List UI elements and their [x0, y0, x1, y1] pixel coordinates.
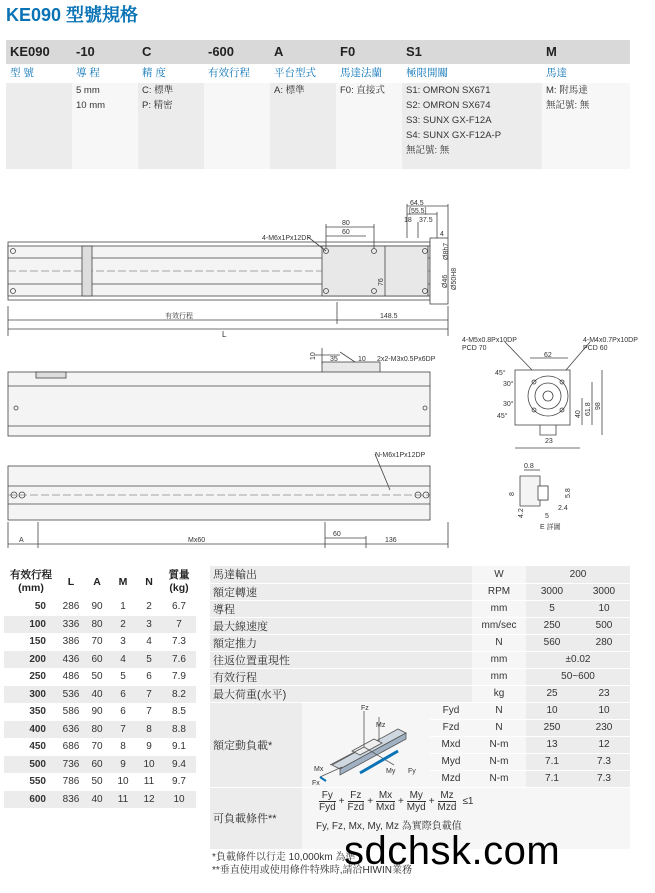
code-headers-7: M: [542, 40, 630, 64]
load-unit: N-m: [472, 736, 526, 753]
table-cell: 6: [120, 706, 126, 718]
code-headers-6: S1: [402, 40, 542, 64]
table-cell: 8: [136, 721, 162, 739]
table-cell: 50: [91, 671, 103, 683]
code-value-line: 無記號: 無: [406, 145, 450, 156]
code-value-line: M: 附馬達: [546, 85, 588, 96]
table-cell: 40: [84, 791, 110, 809]
table-cell: 400: [4, 721, 58, 739]
dim-50h8: Ø50H8: [451, 267, 458, 290]
table-cell: 1: [120, 601, 126, 613]
table-cell: 600: [4, 791, 58, 809]
code-value-line: 10 mm: [76, 100, 106, 111]
code-values-4: [270, 83, 336, 169]
code-names-0: 型 號: [10, 67, 34, 79]
formula-note: Fy, Fz, Mx, My, Mz 為實際負載值: [316, 820, 462, 832]
spec-unit: N: [472, 634, 526, 651]
dim-23: 23: [545, 438, 553, 445]
spec-label: 馬達輸出: [210, 566, 472, 583]
dim-64-5: 64.5: [410, 200, 424, 207]
table-cell: 250: [29, 671, 46, 683]
load-label: 額定動負載*: [210, 702, 302, 787]
code-headers-3: -600: [204, 40, 270, 64]
code-value-line: 無記號: 無: [546, 100, 590, 111]
code-values-7: [542, 83, 630, 169]
formula-plus: +: [338, 795, 345, 807]
spec-value: 10: [578, 600, 630, 617]
table-row: [4, 738, 196, 756]
code-names-6: 極限開關: [406, 67, 448, 79]
table-row: [4, 721, 196, 739]
spec-value: 23: [578, 685, 630, 702]
dim-angle-30: 30°: [503, 381, 514, 388]
table-cell: 686: [62, 741, 80, 753]
spec-value: 3000: [526, 583, 578, 600]
spec-label: 有效行程: [210, 668, 472, 685]
table-cell: 436: [58, 651, 84, 669]
dim-76: 76: [378, 278, 385, 286]
table-row: [4, 633, 196, 651]
spec-table: [210, 566, 630, 850]
code-values-3: [204, 83, 270, 169]
spec-unit: mm: [472, 668, 526, 685]
table-cell: 7: [110, 721, 136, 739]
table-cell: 550: [29, 776, 46, 788]
dim-angle-45b: 45°: [497, 413, 508, 420]
table-cell: 11: [110, 791, 136, 809]
formula-denominator: Mzd: [437, 801, 457, 813]
spec-label: 最大線速度: [210, 617, 472, 634]
load-value: 7.3: [578, 770, 630, 787]
detail-e-label: E 詳圖: [540, 524, 561, 531]
code-names-1: 導 程: [76, 67, 100, 79]
formula-plus: +: [367, 795, 374, 807]
table-cell: 80: [84, 721, 110, 739]
table-cell: 500: [4, 756, 58, 774]
code-values-1: [72, 83, 138, 169]
table-cell: 786: [62, 776, 80, 788]
svg-text:Mx: Mx: [314, 765, 324, 773]
length-header-2: A: [93, 575, 101, 588]
dim-pcd70-holes: 4-M5x0.8Px10DP: [462, 337, 517, 344]
load-value: 12: [578, 736, 630, 753]
dim-A: A: [19, 537, 24, 544]
table-cell: 386: [62, 636, 80, 648]
table-cell: 336: [58, 616, 84, 634]
table-cell: 2: [146, 601, 152, 613]
load-diagram: [302, 702, 430, 787]
spec-row: [210, 600, 630, 617]
spec-label: 導程: [210, 600, 472, 617]
spec-row: [210, 617, 630, 634]
svg-text:Mz: Mz: [376, 721, 386, 729]
table-row: [4, 756, 196, 774]
table-row: [4, 668, 196, 686]
dim-5-8: 5.8: [565, 488, 572, 498]
spec-unit: mm/sec: [472, 617, 526, 634]
code-headers-5: F0: [336, 40, 402, 64]
table-cell: 8.2: [162, 686, 196, 704]
table-cell: 536: [58, 686, 84, 704]
spec-value: 3000: [578, 583, 630, 600]
table-cell: 6: [146, 671, 152, 683]
code-value-line: F0: 直接式: [340, 85, 385, 96]
dim-0-8: 0.8: [524, 463, 534, 470]
table-cell: 40: [84, 686, 110, 704]
dim-hole-top: 4-M6x1Px12DP: [262, 235, 312, 242]
load-value: 7.1: [526, 770, 578, 787]
dim-80: 80: [342, 220, 350, 227]
dim-pcd60-holes: 4-M4x0.7Px10DP: [583, 337, 638, 344]
dim-5: 5: [545, 513, 549, 520]
table-cell: 10: [162, 791, 196, 809]
formula: [316, 790, 630, 813]
table-cell: 100: [4, 616, 58, 634]
dim-98: 98: [595, 402, 602, 410]
code-names-4: 平台型式: [274, 67, 316, 79]
formula-numerator: Mx: [376, 790, 395, 802]
code-headers-1: -10: [72, 40, 138, 64]
table-cell: 7: [146, 706, 152, 718]
dim-L: L: [222, 330, 227, 339]
dim-pcd60: PCD 60: [583, 345, 608, 352]
spec-value: 50~600: [526, 668, 630, 685]
spec-label: 往返位置重現性: [210, 651, 472, 668]
formula-denominator: Fzd: [347, 801, 365, 813]
code-values-5: [336, 83, 402, 169]
dim-4: 4: [440, 231, 444, 238]
page-title: KE090 型號規格: [6, 5, 139, 25]
length-header-0: 有效行程 (mm): [10, 569, 52, 594]
spec-value: 25: [526, 685, 578, 702]
code-value-line: S1: OMRON SX671: [406, 85, 491, 96]
table-cell: 8: [120, 741, 126, 753]
table-cell: 80: [84, 616, 110, 634]
load-symbol: Fzd: [430, 719, 472, 736]
load-value: 10: [578, 702, 630, 719]
dim-46: Ø46: [442, 274, 449, 288]
formula-plus: +: [397, 795, 404, 807]
dim-8: 8: [509, 492, 516, 496]
table-cell: 2: [110, 616, 136, 634]
dim-62: 62: [544, 352, 552, 359]
table-row: [4, 773, 196, 791]
code-names-2: 精 度: [142, 67, 166, 79]
spec-value: 200: [526, 566, 630, 583]
footnote-1: *負載條件以行走 10,000km 為準: [212, 852, 356, 863]
table-cell: 3: [120, 636, 126, 648]
svg-text:My: My: [386, 767, 396, 775]
table-cell: 150: [29, 636, 46, 648]
table-cell: 5: [120, 671, 126, 683]
dim-61-8: 61.8: [585, 402, 592, 416]
table-cell: 9: [110, 756, 136, 774]
table-cell: 10: [117, 776, 129, 788]
table-cell: 9.4: [162, 756, 196, 774]
load-symbol: Myd: [430, 753, 472, 770]
table-cell: 286: [62, 601, 80, 613]
spec-value: 560: [526, 634, 578, 651]
table-cell: 736: [58, 756, 84, 774]
dim-2-4: 2.4: [558, 505, 568, 512]
spec-row: [210, 651, 630, 668]
formula-denominator: Myd: [406, 801, 426, 813]
table-cell: 300: [4, 686, 58, 704]
dim-40: 40: [575, 410, 582, 418]
formula-numerator: Fz: [348, 790, 365, 802]
side-view-drawing: [0, 330, 655, 450]
code-value-line: C: 標準: [142, 85, 174, 96]
load-value: 7.3: [578, 753, 630, 770]
table-row: [4, 598, 196, 616]
table-cell: 50: [91, 776, 103, 788]
code-value-line: S4: SUNX GX-F12A-P: [406, 130, 502, 141]
dim-angle-45: 45°: [495, 370, 506, 377]
spec-label: 額定轉速: [210, 583, 472, 600]
table-row: [4, 616, 196, 634]
dim-tap-side: 2x2-M3x0.5Px6DP: [377, 356, 436, 363]
code-values-0: [6, 83, 72, 169]
table-cell: 90: [91, 601, 103, 613]
table-cell: 9.7: [172, 776, 186, 788]
table-cell: 5: [136, 651, 162, 669]
code-value-line: 5 mm: [76, 85, 100, 96]
formula-plus: +: [428, 795, 435, 807]
watermark: sdchsk.com: [344, 829, 561, 873]
svg-text:Fx: Fx: [312, 779, 320, 787]
formula-numerator: Fy: [319, 790, 336, 802]
code-value-line: S3: SUNX GX-F12A: [406, 115, 492, 126]
table-cell: 6: [110, 686, 136, 704]
load-unit: N-m: [472, 753, 526, 770]
code-names-3: 有效行程: [208, 67, 250, 79]
table-row: [4, 791, 196, 809]
spec-row: [210, 634, 630, 651]
table-cell: 450: [29, 741, 46, 753]
dim-angle-30b: 30°: [503, 401, 514, 408]
table-cell: 11: [143, 776, 155, 788]
footnote-2: **垂直使用或使用條件特殊時,請洽HIWIN業務: [212, 865, 412, 876]
top-view-drawing: [0, 198, 655, 340]
load-unit: N: [472, 702, 526, 719]
table-cell: 9.1: [172, 741, 186, 753]
dim-37-5: 37.5: [419, 217, 433, 224]
dim-stroke: 有效行程: [165, 313, 193, 320]
spec-value: 5: [526, 600, 578, 617]
table-cell: 7.6: [162, 651, 196, 669]
table-cell: 7.3: [172, 636, 186, 648]
spec-value: 500: [578, 617, 630, 634]
load-unit: N-m: [472, 770, 526, 787]
load-value: 7.1: [526, 753, 578, 770]
formula-le: ≤1: [462, 795, 474, 807]
dim-hole-front: N-M6x1Px12DP: [375, 452, 426, 459]
code-value-line: A: 標準: [274, 85, 305, 96]
table-cell: 8.8: [162, 721, 196, 739]
formula-denominator: Fyd: [319, 801, 336, 813]
dim-60: 60: [342, 229, 350, 236]
spec-label: 額定推力: [210, 634, 472, 651]
table-cell: 3: [136, 616, 162, 634]
table-row: [4, 686, 196, 704]
length-header-5: 質量 (kg): [168, 569, 190, 594]
formula-numerator: My: [407, 790, 426, 802]
dim-10: 10: [310, 352, 317, 360]
dim-18: 18: [404, 217, 412, 224]
spec-unit: W: [472, 566, 526, 583]
table-row: [4, 703, 196, 721]
table-cell: 486: [62, 671, 80, 683]
dim-4-2: 4.2: [518, 508, 525, 518]
table-cell: 7: [162, 616, 196, 634]
formula-denominator: Mxd: [376, 801, 395, 813]
table-row: [4, 651, 196, 669]
table-cell: 60: [84, 651, 110, 669]
table-cell: 636: [58, 721, 84, 739]
model-code-table: [6, 40, 630, 169]
load-symbol: Mzd: [430, 770, 472, 787]
code-headers-4: A: [270, 40, 336, 64]
load-value: 230: [578, 719, 630, 736]
load-value: 10: [526, 702, 578, 719]
length-table: [4, 566, 196, 808]
condition-label: 可負載條件**: [210, 787, 302, 849]
dim-60b: 60: [333, 531, 341, 538]
svg-text:Fz: Fz: [361, 704, 369, 712]
table-cell: 586: [62, 706, 80, 718]
load-unit: N: [472, 719, 526, 736]
table-cell: 6.7: [172, 601, 186, 613]
spec-value: ±0.02: [526, 651, 630, 668]
table-cell: 8.5: [172, 706, 186, 718]
spec-unit: kg: [472, 685, 526, 702]
spec-row: [210, 583, 630, 600]
table-cell: 4: [146, 636, 152, 648]
code-values-6: [402, 83, 542, 169]
dim-35: 35: [330, 356, 338, 363]
spec-unit: mm: [472, 651, 526, 668]
table-cell: 9: [146, 741, 152, 753]
spec-unit: RPM: [472, 583, 526, 600]
spec-unit: mm: [472, 600, 526, 617]
table-cell: 50: [34, 601, 46, 613]
load-symbol: Mxd: [430, 736, 472, 753]
load-symbol: Fyd: [430, 702, 472, 719]
dim-55-5: [55.5]: [409, 208, 427, 215]
table-cell: 200: [4, 651, 58, 669]
dim-136: 136: [385, 537, 397, 544]
length-header-3: M: [118, 575, 128, 588]
dim-148-5: 148.5: [380, 313, 398, 320]
code-value-line: S2: OMRON SX674: [406, 100, 491, 111]
table-cell: 70: [91, 741, 103, 753]
spec-row: [210, 566, 630, 583]
dim-10b: 10: [358, 356, 366, 363]
table-cell: 12: [136, 791, 162, 809]
table-cell: 90: [91, 706, 103, 718]
dim-pcd70: PCD 70: [462, 345, 487, 352]
spec-value: 280: [578, 634, 630, 651]
code-values-2: [138, 83, 204, 169]
table-cell: 70: [91, 636, 103, 648]
table-cell: 60: [84, 756, 110, 774]
length-header-1: L: [67, 575, 75, 588]
load-value: 250: [526, 719, 578, 736]
code-names-7: 馬達: [546, 67, 567, 79]
spec-value: 250: [526, 617, 578, 634]
table-cell: 10: [136, 756, 162, 774]
code-names-5: 馬達法蘭: [340, 67, 382, 79]
load-row: [210, 702, 630, 719]
front-view-drawing: [0, 448, 655, 552]
spec-row: [210, 685, 630, 702]
table-cell: 7: [136, 686, 162, 704]
load-value: 13: [526, 736, 578, 753]
table-cell: 350: [29, 706, 46, 718]
code-value-line: P: 精密: [142, 100, 173, 111]
dim-8h7: Ø8h7: [443, 242, 450, 260]
table-cell: 836: [58, 791, 84, 809]
table-cell: 4: [110, 651, 136, 669]
formula-numerator: Mz: [438, 790, 457, 802]
code-headers-2: C: [138, 40, 204, 64]
dim-Mx60: Mx60: [188, 537, 206, 544]
length-header-4: N: [145, 575, 153, 588]
svg-text:Fy: Fy: [408, 767, 416, 775]
table-cell: 7.9: [172, 671, 186, 683]
spec-label: 最大荷重(水平): [210, 685, 472, 702]
code-headers-0: KE090: [6, 40, 72, 64]
spec-row: [210, 668, 630, 685]
